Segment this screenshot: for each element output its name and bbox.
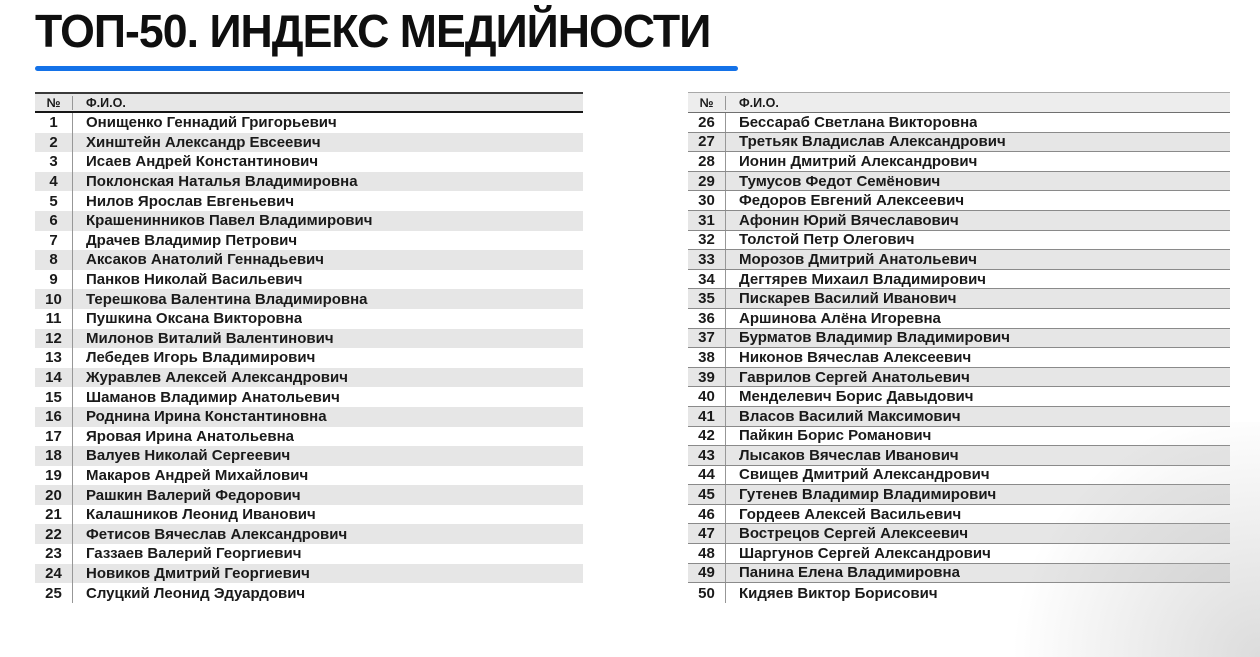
- row-name: Шаманов Владимир Анатольевич: [86, 388, 340, 406]
- row-rank: 29: [688, 172, 726, 191]
- table-row: [35, 191, 583, 211]
- row-name: Рашкин Валерий Федорович: [86, 486, 301, 504]
- table-header: [35, 92, 583, 113]
- row-rank: 27: [688, 133, 726, 152]
- table-row: [35, 505, 583, 525]
- row-name: Никонов Вячеслав Алексеевич: [739, 348, 972, 366]
- row-name: Терешкова Валентина Владимировна: [86, 290, 368, 308]
- row-name: Слуцкий Леонид Эдуардович: [86, 584, 306, 602]
- table-row: [688, 289, 1230, 309]
- table-row: [35, 172, 583, 192]
- row-rank: 41: [688, 407, 726, 426]
- title-underline: [35, 66, 738, 71]
- table-body-1-25: [35, 113, 583, 603]
- row-rank: 43: [688, 446, 726, 465]
- table-row: [35, 544, 583, 564]
- table-row: [688, 270, 1230, 290]
- row-name: Роднина Ирина Константиновна: [86, 408, 327, 426]
- table-row: [35, 152, 583, 172]
- row-rank: 6: [35, 211, 73, 231]
- row-rank: 18: [35, 446, 73, 466]
- table-row: [688, 133, 1230, 153]
- row-rank: 17: [35, 427, 73, 447]
- row-rank: 24: [35, 564, 73, 584]
- row-name: Ионин Дмитрий Александрович: [739, 152, 978, 170]
- table-row: [688, 564, 1230, 584]
- row-rank: 40: [688, 387, 726, 406]
- row-name: Поклонская Наталья Владимировна: [86, 173, 358, 191]
- row-rank: 5: [35, 191, 73, 211]
- row-name: Вострецов Сергей Алексеевич: [739, 525, 969, 543]
- table-row: [688, 329, 1230, 349]
- table-row: [688, 368, 1230, 388]
- row-rank: 35: [688, 289, 726, 308]
- row-rank: 21: [35, 505, 73, 525]
- table-row: [35, 309, 583, 329]
- row-name: Гаврилов Сергей Анатольевич: [739, 368, 970, 386]
- row-rank: 44: [688, 466, 726, 485]
- row-name: Яровая Ирина Анатольевна: [86, 427, 295, 445]
- row-rank: 49: [688, 564, 726, 583]
- table-row: [35, 231, 583, 251]
- row-rank: 22: [35, 524, 73, 544]
- row-name: Гордеев Алексей Васильевич: [739, 505, 962, 523]
- row-name: Тумусов Федот Семёнович: [739, 172, 941, 190]
- row-name: Дегтярев Михаил Владимирович: [739, 270, 987, 288]
- row-name: Шаргунов Сергей Александрович: [739, 544, 991, 562]
- row-name: Макаров Андрей Михайлович: [86, 466, 309, 484]
- row-rank: 32: [688, 231, 726, 250]
- row-rank: 11: [35, 309, 73, 329]
- header-fio-label: Ф.И.О.: [86, 95, 126, 110]
- row-rank: 36: [688, 309, 726, 328]
- table-row: [688, 505, 1230, 525]
- table-row: [35, 113, 583, 133]
- row-rank: 20: [35, 485, 73, 505]
- table-row: [688, 427, 1230, 447]
- table-row: [35, 270, 583, 290]
- row-name: Исаев Андрей Константинович: [86, 153, 319, 171]
- table-row: [35, 466, 583, 486]
- row-rank: 33: [688, 250, 726, 269]
- row-rank: 31: [688, 211, 726, 230]
- row-name: Федоров Евгений Алексеевич: [739, 192, 965, 210]
- row-rank: 30: [688, 191, 726, 210]
- row-name: Крашенинников Павел Владимирович: [86, 212, 373, 230]
- table-row: [35, 348, 583, 368]
- row-rank: 34: [688, 270, 726, 289]
- row-name: Афонин Юрий Вячеславович: [739, 211, 959, 229]
- row-name: Свищев Дмитрий Александрович: [739, 466, 990, 484]
- header-num-label: №: [35, 96, 73, 110]
- table-row: [688, 152, 1230, 172]
- table-row: [35, 407, 583, 427]
- row-rank: 19: [35, 466, 73, 486]
- row-rank: 3: [35, 152, 73, 172]
- row-rank: 37: [688, 329, 726, 348]
- row-name: Новиков Дмитрий Георгиевич: [86, 564, 310, 582]
- table-row: [688, 446, 1230, 466]
- row-rank: 4: [35, 172, 73, 192]
- row-rank: 16: [35, 407, 73, 427]
- row-name: Газзаев Валерий Георгиевич: [86, 545, 302, 563]
- row-rank: 39: [688, 368, 726, 387]
- row-rank: 38: [688, 348, 726, 367]
- table-row: [688, 113, 1230, 133]
- row-name: Аксаков Анатолий Геннадьевич: [86, 251, 324, 269]
- table-row: [688, 524, 1230, 544]
- row-rank: 10: [35, 289, 73, 309]
- table-row: [35, 524, 583, 544]
- table-row: [688, 211, 1230, 231]
- row-name: Кидяев Виктор Борисович: [739, 584, 938, 602]
- row-name: Лебедев Игорь Владимирович: [86, 349, 316, 367]
- row-name: Хинштейн Александр Евсеевич: [86, 133, 321, 151]
- table-row: [688, 407, 1230, 427]
- row-name: Морозов Дмитрий Анатольевич: [739, 250, 977, 268]
- table-row: [688, 387, 1230, 407]
- row-rank: 14: [35, 368, 73, 388]
- row-name: Бурматов Владимир Владимирович: [739, 329, 1010, 347]
- rank-table-26-50: [688, 92, 1230, 603]
- table-row: [35, 583, 583, 603]
- table-row: [688, 348, 1230, 368]
- row-name: Гутенев Владимир Владимирович: [739, 486, 997, 504]
- row-name: Толстой Петр Олегович: [739, 231, 915, 249]
- row-name: Журавлев Алексей Александрович: [86, 369, 348, 387]
- table-row: [688, 250, 1230, 270]
- header-fio-label: Ф.И.О.: [739, 95, 779, 110]
- row-name: Бессараб Светлана Викторовна: [739, 113, 978, 131]
- row-rank: 25: [35, 583, 73, 603]
- row-rank: 15: [35, 387, 73, 407]
- row-rank: 28: [688, 152, 726, 171]
- table-row: [688, 309, 1230, 329]
- row-rank: 12: [35, 329, 73, 349]
- table-row: [688, 466, 1230, 486]
- page-title: ТОП-50. ИНДЕКС МЕДИЙНОСТИ: [35, 5, 711, 57]
- table-body-26-50: [688, 113, 1230, 603]
- row-name: Пушкина Оксана Викторовна: [86, 310, 303, 328]
- row-rank: 23: [35, 544, 73, 564]
- table-row: [688, 172, 1230, 192]
- row-name: Нилов Ярослав Евгеньевич: [86, 192, 295, 210]
- table-header: [688, 92, 1230, 113]
- table-row: [688, 583, 1230, 603]
- row-rank: 7: [35, 231, 73, 251]
- row-name: Власов Василий Максимович: [739, 407, 961, 425]
- row-name: Драчев Владимир Петрович: [86, 231, 298, 249]
- row-name: Фетисов Вячеслав Александрович: [86, 525, 348, 543]
- table-row: [35, 387, 583, 407]
- table-row: [688, 485, 1230, 505]
- row-rank: 46: [688, 505, 726, 524]
- row-name: Панков Николай Васильевич: [86, 271, 303, 289]
- table-row: [35, 446, 583, 466]
- row-rank: 45: [688, 485, 726, 504]
- row-name: Пискарев Василий Иванович: [739, 290, 957, 308]
- table-row: [35, 329, 583, 349]
- row-name: Онищенко Геннадий Григорьевич: [86, 114, 337, 132]
- row-rank: 50: [688, 583, 726, 603]
- header-num-label: №: [688, 96, 726, 110]
- row-name: Калашников Леонид Иванович: [86, 506, 316, 524]
- rank-table-1-25: [35, 92, 583, 603]
- row-rank: 42: [688, 427, 726, 446]
- row-name: Лысаков Вячеслав Иванович: [739, 446, 959, 464]
- row-rank: 48: [688, 544, 726, 563]
- table-row: [688, 544, 1230, 564]
- row-rank: 9: [35, 270, 73, 290]
- table-row: [35, 250, 583, 270]
- table-row: [688, 191, 1230, 211]
- row-name: Менделевич Борис Давыдович: [739, 388, 974, 406]
- row-rank: 2: [35, 133, 73, 153]
- row-rank: 47: [688, 524, 726, 543]
- row-name: Валуев Николай Сергеевич: [86, 447, 291, 465]
- row-rank: 8: [35, 250, 73, 270]
- table-row: [35, 133, 583, 153]
- row-rank: 1: [35, 113, 73, 133]
- table-row: [35, 485, 583, 505]
- table-row: [35, 368, 583, 388]
- table-row: [688, 231, 1230, 251]
- table-row: [35, 211, 583, 231]
- row-name: Третьяк Владислав Александрович: [739, 133, 1006, 151]
- row-rank: 26: [688, 113, 726, 132]
- table-row: [35, 427, 583, 447]
- row-name: Панина Елена Владимировна: [739, 564, 960, 582]
- row-name: Аршинова Алёна Игоревна: [739, 309, 941, 327]
- row-rank: 13: [35, 348, 73, 368]
- row-name: Милонов Виталий Валентинович: [86, 329, 334, 347]
- row-name: Пайкин Борис Романович: [739, 427, 932, 445]
- table-row: [35, 564, 583, 584]
- table-row: [35, 289, 583, 309]
